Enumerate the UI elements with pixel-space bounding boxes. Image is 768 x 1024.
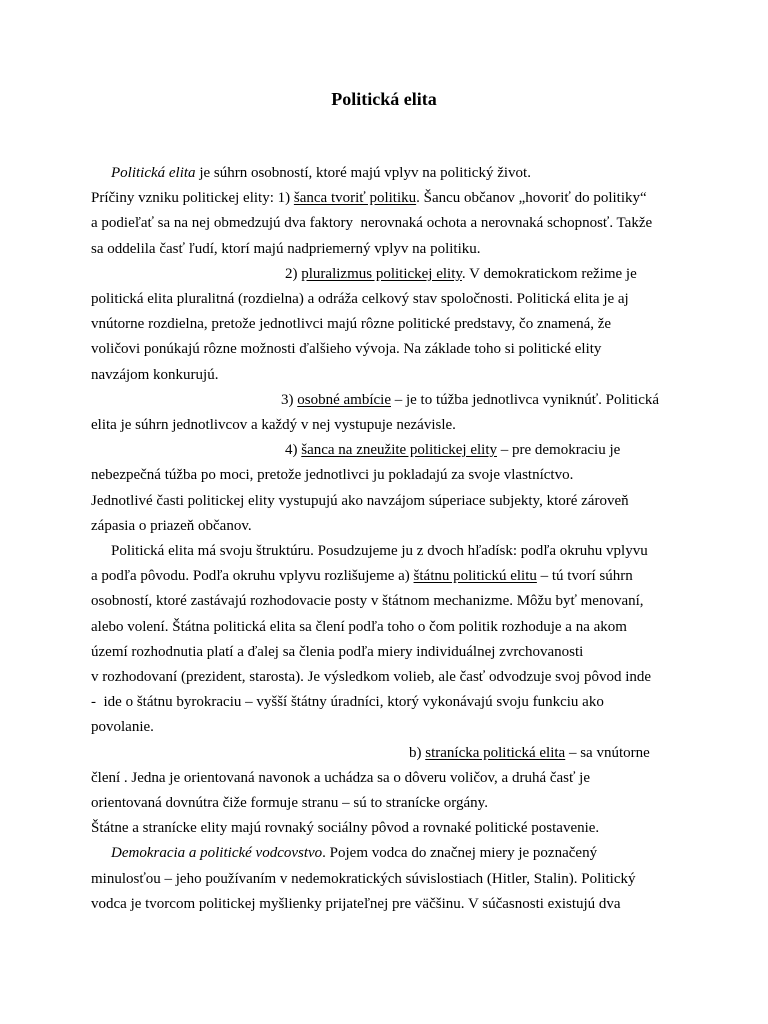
italic-term: Demokracia a politické vodcovstvo [111,845,323,861]
text-line [111,542,648,560]
text-line [91,517,252,535]
text-line [91,416,456,434]
text-line [91,189,647,207]
text-line [91,718,154,736]
text-line [91,769,590,787]
underlined-term: štátnu politickú elitu [413,568,537,584]
text-run: – sa vnútorne [565,745,650,761]
text-run: a podieľať sa na nej obmedzujú dva faktory nerovnaká ochota a nerovnaká schopnosť. Takže [91,215,653,231]
text-line [91,315,611,333]
text-line [111,164,531,182]
text-line [285,265,637,283]
text-line [91,240,481,258]
text-run: minulosťou – jeho používaním v nedemokratických súvislostiach (Hitler, Stalin). Politický [91,871,636,887]
text-run: a podľa pôvodu. Podľa okruhu vplyvu rozlišujeme a) [91,568,414,584]
text-run: – pre demokraciu je [497,442,621,458]
text-run: . V demokratickom režime je [461,266,637,282]
text-run: 4) [285,442,302,458]
underlined-term: šanca tvoriť politiku [293,190,417,206]
text-line [91,592,644,610]
text-line [91,895,621,913]
text-run: b) [409,745,426,761]
text-line [91,618,627,636]
text-run: nebezpečná túžba po moci, pretože jednotlivci ju pokladajú za svoje vlastníctvo. [91,467,574,483]
text-run: člení . Jedna je orientovaná navonok a uchádza sa o dôveru voličov, a druhá časť je [91,770,590,786]
text-run: Politická elita má svoju štruktúru. Posudzujeme ju z dvoch hľadísk: podľa okruhu vplyvu [111,543,648,559]
text-run: vodca je tvorcom politickej myšlienky prijateľnej pre väčšinu. V súčasnosti existujú dva [91,896,621,912]
page-title: Politická elita [331,89,437,109]
text-line [281,391,659,409]
text-line [91,643,583,661]
text-run: – je to túžba jednotlivca vyniknúť. Politická [390,392,660,408]
text-run: – tú tvorí súhrn [536,568,633,584]
text-run: politická elita pluralitná (rozdielna) a odráža celkový stav spoločnosti. Politická elita je aj [91,291,629,307]
text-line [91,340,601,358]
text-run: Štátne a stranícke elity majú rovnaký sociálny pôvod a rovnaké politické postavenie. [91,820,600,836]
text-line [91,492,629,510]
text-run: orientovaná dovnútra čiže formuje stranu – sú to stranícke orgány. [91,795,488,811]
text-line [91,819,599,837]
text-line [91,870,635,888]
text-line [91,567,633,585]
text-run: zápasia o priazeň občanov. [91,518,252,534]
text-run: alebo volení. Štátna politická elita sa člení podľa toho o čom politik rozhoduje a na akom [91,619,627,635]
text-line [91,693,604,711]
text-run: území rozhodnutia platí a ďalej sa členia podľa miery individuálnej zvrchovanosti [91,644,584,660]
text-line [91,466,573,484]
text-line [91,290,629,308]
text-run: elita je súhrn jednotlivcov a každý v nej vystupuje nezávisle. [91,417,456,433]
text-run: Jednotlivé časti politickej elity vystupujú ako navzájom súperiace subjekty, ktoré zároveň [91,493,629,509]
text-run: povolanie. [91,719,154,735]
text-line [91,794,488,812]
underlined-term: šanca na zneužite politickej elity [301,442,497,458]
text-run: - ide o štátnu byrokraciu – vyšší štátny úradníci, ktorý vykonávajú svoju funkciu ako [91,694,604,710]
text-run: sa oddelila časť ľudí, ktorí majú nadpriemerný vplyv na politiku. [91,241,481,257]
text-run: navzájom konkurujú. [91,367,219,383]
text-line [409,744,650,762]
text-run: 3) [281,392,298,408]
text-run: . Šancu občanov „hovoriť do politiky“ [416,190,647,206]
underlined-term: osobné ambície [297,392,391,408]
text-run: v rozhodovaní (prezident, starosta). Je výsledkom volieb, ale časť odvodzuje svoj pôvod inde [91,669,652,685]
underlined-term: pluralizmus politickej elity [301,266,462,282]
text-run: je súhrn osobností, ktoré majú vplyv na politický život. [195,165,531,181]
text-run: Príčiny vzniku politickej elity: 1) [91,190,294,206]
text-run: voličovi ponúkajú rôzne možnosti ďalšieho vývoja. Na základe toho si politické elity [91,341,602,357]
text-line [111,844,597,862]
text-run: . Pojem vodca do značnej miery je poznačený [322,845,598,861]
text-line [285,441,620,459]
text-line [91,668,651,686]
text-line [91,214,652,232]
text-run: 2) [285,266,302,282]
text-line [91,366,218,384]
text-run: osobností, ktoré zastávajú rozhodovacie posty v štátnom mechanizme. Môžu byť menovaní, [91,593,644,609]
underlined-term: stranícka politická elita [425,745,566,761]
text-run: vnútorne rozdielna, pretože jednotlivci majú rôzne politické predstavy, čo znamená, že [91,316,612,332]
italic-term: Politická elita [111,165,196,181]
